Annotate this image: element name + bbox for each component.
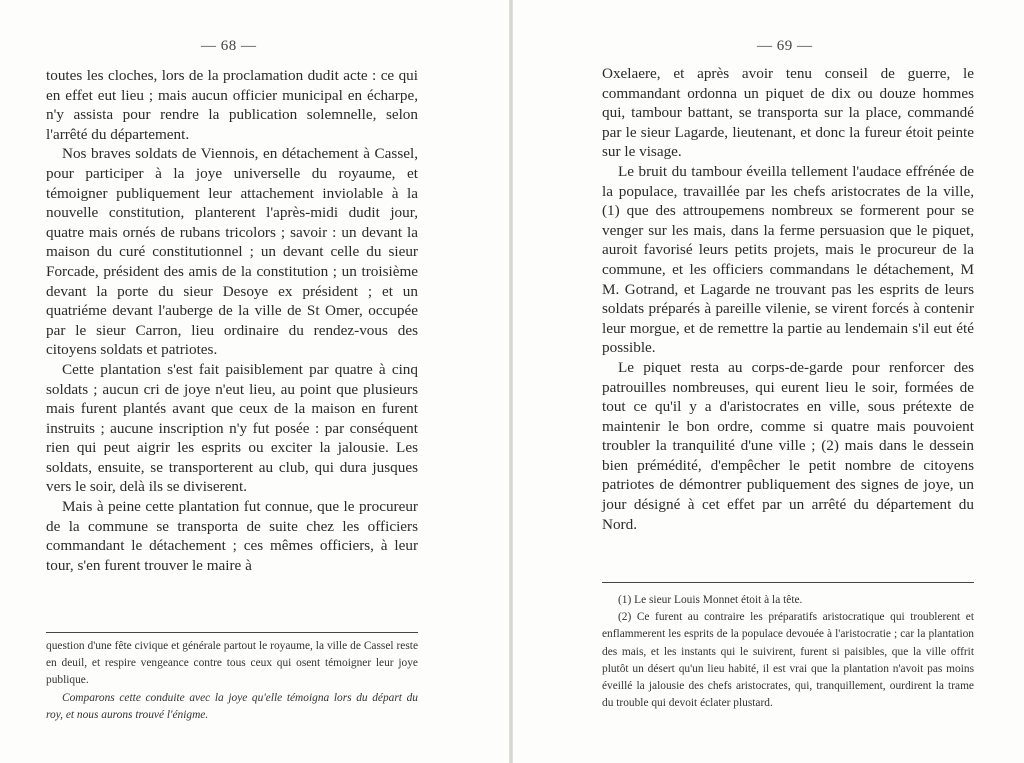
- paragraph: Mais à peine cette plantation fut connue, que le procureur de la commune se transporta de suite chez les officiers commandant le détachement ; ces mêmes officiers, à leur tour, s'en furent trouver le maire à: [46, 498, 418, 574]
- right-page-body: [602, 64, 974, 534]
- footnote-rule: [46, 632, 418, 633]
- page-number-right: — 69 —: [757, 38, 813, 54]
- footnote-1: (1) Le sieur Louis Monnet étoit à la tête.: [618, 594, 803, 606]
- paragraph: Nos braves soldats de Viennois, en détachement à Cassel, pour participer à la joye universelle du royaume, et témoigner publiquement leur attachement inviolable à la nouvelle constitution, planterent l'après-midi dudit jour, quatre mais ornés de rubans tricolors ; savoir : un devant la maison du curé constitutionnel ; un devant celle du sieur Forcade, président des amis de la constitution ; un troisième devant la porte du sieur Desoye ex président ; et un quatriéme devant l'auberge de la ville de St Omer, occupée par le sieur Carron, lieu ordinaire du rendez-vous des citoyens soldats et patriotes.: [46, 145, 418, 359]
- page-number-left: — 68 —: [201, 38, 257, 54]
- left-footnotes: [46, 638, 418, 724]
- footnote-rule: [602, 582, 974, 583]
- paragraph: Le piquet resta au corps-de-garde pour renforcer des patrouilles nombreuses, qui eurent lieu le soir, formées de tout ce qu'il y a d'aristocrates en ville, sous prétexte de maintenir le bon ordre, comme si quatre mais pouvoient troubler la tranquilité d'une ville ; (2) mais dans le dessein bien prémédité, d'empêcher le petit nombre de citoyens patriotes de démontrer publiquement des signes de joye, un jour désigné à cet effet par un arrêté du département du Nord.: [602, 358, 974, 533]
- footnote-continuation: question d'une fête civique et générale partout le royaume, la ville de Cassel reste en deuil, et respire vengeance contre tous ceux qui osent témoigner leur joye publique.: [46, 640, 418, 687]
- footnote-italic-remark: Comparons cette conduite avec la joye qu'elle témoigna lors du départ du roy, et nous aurons trouvé l'énigme.: [46, 691, 418, 721]
- paragraph: Cette plantation s'est fait paisiblement par quatre à cinq soldats ; aucun cri de joye n'eut lieu, au point que plusieurs mais furent plantés avant que ceux de la maison en furent instruits ; aucune inscription n'y fut posée : par conséquent rien qui peut aigrir les esprits ou exciter la jalousie. Les soldats, ensuite, se transporterent au club, qui dura jusques vers le soir, delà ils se diviserent.: [46, 360, 418, 496]
- left-page-body: [46, 66, 418, 575]
- paragraph: Le bruit du tambour éveilla tellement l'audace effrénée de la populace, travaillée par les chefs aristocrates de la ville, (1) que des attroupemens nombreux se formerent pour se venger sur les mais, dans la ferme persuasion que le piquet, auroit favorisé leurs petits projets, mais le procureur de la commune, et les officiers commandans le détachement, M M. Gotrand, et Lagarde ne trouvant pas les esprits de leurs soldats préparés à pareille vilenie, se virent forcés à contenir leur morgue, et de remettre la partie au lendemain s'il eut été possible.: [602, 162, 974, 357]
- paragraph: toutes les cloches, lors de la proclamation dudit acte : ce qui en effet eut lieu ; mais aucun officier municipal en écharpe, n'y assista pour rendre la publication solemnelle, selon l'arrêté du département.: [46, 67, 418, 143]
- book-gutter: [509, 0, 513, 763]
- footnote-2: (2) Ce furent au contraire les préparatifs aristocratique qui troublerent et enflammerent les esprits de la populace devouée à l'aristocratie ; car la plantation des mais, et les instants qui le suivirent, furent si paisibles, que la ville offrit plutôt un désert qu'un lieu habité, il est vrai que la plantation n'avoit pas moins éveillé la jalousie des chefs aristocrates, qui, tranquillement, ourdirent la trame du trouble qui devoit éclater plustard.: [602, 611, 974, 710]
- right-footnotes: [602, 592, 974, 712]
- paragraph: Oxelaere, et après avoir tenu conseil de guerre, le commandant ordonna un piquet de dix ou douze hommes qui, tambour battant, se transporta sur la place, commandé par le sieur Lagarde, lieutenant, et donc la fureur étoit peinte sur le visage.: [602, 65, 974, 161]
